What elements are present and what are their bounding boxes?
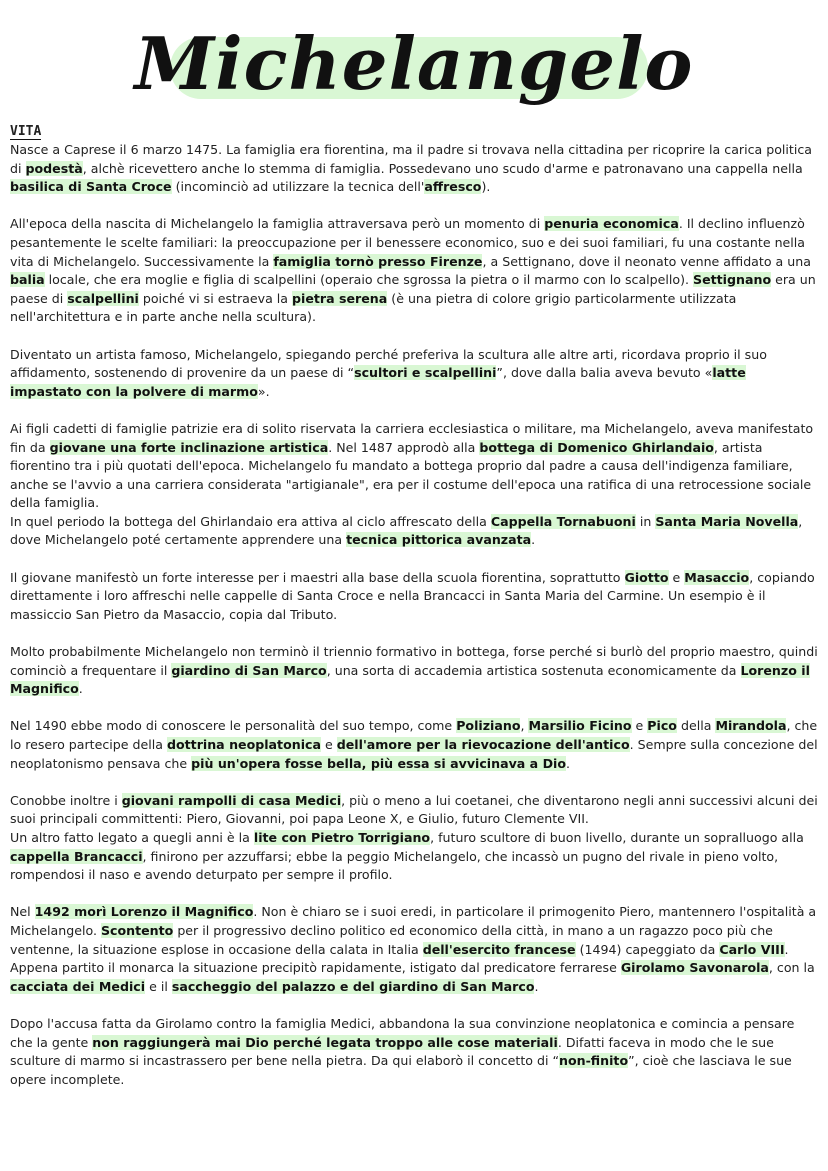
text-run: Dopo l'accusa fatta da Girolamo contro la famiglia Medici, abbandona la sua convinzione neoplatonica e comincia a pensare che la gente xyxy=(10,1015,795,1050)
highlighted-term: tecnica pittorica avanzata xyxy=(346,532,532,548)
text-run: . xyxy=(566,755,571,771)
text-run: . xyxy=(534,978,539,994)
text-run: . Sempre sulla concezione del neoplatonismo pensava che xyxy=(10,737,818,771)
text-run: . xyxy=(78,681,83,697)
text-run: (è una pietra di colore grigio particolarmente utilizzata nell'architettura e in parte anche nella scultura). xyxy=(10,290,737,325)
highlighted-term: balia xyxy=(10,272,45,288)
text-run: , alchè ricevettero anche lo stemma di famiglia. Possedevano uno scudo d'arme e patronavano una cappella nella xyxy=(82,160,803,176)
highlighted-term: dell'amore per la rievocazione dell'antico xyxy=(336,737,630,752)
paragraph-9 xyxy=(10,903,818,996)
text-run: ”, dove dalla balia aveva bevuto « xyxy=(496,365,713,381)
highlighted-term: non-finito xyxy=(559,1053,629,1069)
paragraph-1 xyxy=(10,141,818,197)
text-run: Il giovane manifestò un forte interesse per i maestri alla base della scuola fiorentina, soprattutto xyxy=(10,569,625,585)
highlighted-term: saccheggio del palazzo e del giardino di San Marco xyxy=(171,978,535,994)
paragraph-10 xyxy=(10,1015,818,1089)
highlighted-term: Girolamo Savonarola xyxy=(620,960,769,976)
highlighted-term: più un'opera fosse bella, più essa si avvicinava a Dio xyxy=(191,755,566,771)
paragraph-2 xyxy=(10,215,818,327)
document-body xyxy=(10,123,818,1108)
text-run: , più o meno a lui coetanei, che diventarono negli anni successivi alcuni dei suoi principali committenti: Piero, Giovanni, poi papa Leone X, e Giulio, futuro Clemente VII. xyxy=(10,792,818,827)
highlighted-term: Giotto xyxy=(624,569,669,585)
highlighted-term: giovani rampolli di casa Medici xyxy=(121,792,342,808)
highlighted-term: Masaccio xyxy=(684,569,750,585)
highlighted-term: Marsilio Ficino xyxy=(528,718,632,734)
text-run: , una sorta di accademia artistica sostenuta economicamente da xyxy=(326,662,741,678)
highlighted-term: scalpellini xyxy=(67,290,139,306)
highlighted-term: podestà xyxy=(25,160,83,176)
highlighted-term: Mirandola xyxy=(715,718,787,734)
text-run: , dove Michelangelo poté certamente apprendere una xyxy=(10,513,803,548)
highlighted-term: Pico xyxy=(647,718,677,734)
text-run: e xyxy=(320,737,337,752)
highlighted-term: non raggiungerà mai Dio perché legata troppo alle cose materiali xyxy=(92,1034,558,1050)
text-run: . Nel 1487 approdò alla xyxy=(328,439,480,455)
text-run: . Il declino influenzò pesantemente le scelte familiari: la preoccupazione per il benessere economico, suo e dei suoi familiari, fu una costante nella vita di Michelangelo. Successivamente la xyxy=(10,216,806,269)
text-run: All'epoca della nascita di Michelangelo la famiglia attraversava però un momento di xyxy=(10,216,545,232)
text-run: , con la xyxy=(768,960,815,976)
text-run: Nel xyxy=(10,904,35,920)
highlighted-term: Scontento xyxy=(100,922,174,938)
highlighted-term: cappella Brancacci xyxy=(10,848,143,864)
text-run: Diventato un artista famoso, Michelangelo, spiegando perché preferiva la scultura alle altre arti, ricordava proprio il suo affidamento, sostenendo di provenire da un paese di “ xyxy=(10,346,767,381)
text-run: poiché vi si estraeva la xyxy=(138,290,293,306)
paragraph-6 xyxy=(10,643,818,699)
highlighted-term: giovane una forte inclinazione artistica xyxy=(49,439,329,455)
highlighted-term: Cappella Tornabuoni xyxy=(490,513,636,529)
text-run: . Difatti faceva in modo che le sue sculture di marmo si incastrassero per bene nella pietra. Da qui elaborò il concetto di “ xyxy=(10,1034,774,1069)
text-run: Nel 1490 ebbe modo di conoscere le personalità del suo tempo, come xyxy=(10,718,457,734)
highlighted-term: cacciata dei Medici xyxy=(10,978,146,994)
highlighted-term: scultori e scalpellini xyxy=(354,365,497,381)
text-run: , xyxy=(520,718,529,734)
text-run: In quel periodo la bottega del Ghirlandaio era attiva al ciclo affrescato della xyxy=(10,513,491,529)
text-run: . Non è chiaro se i suoi eredi, in particolare il primogenito Piero, mantennero l'ospitalità a Michelangelo. xyxy=(10,904,817,938)
paragraph-3 xyxy=(10,346,818,402)
text-run: Un altro fatto legato a quegli anni è la xyxy=(10,829,254,845)
text-run: Conobbe inoltre i xyxy=(10,792,122,808)
text-run: . xyxy=(784,941,789,957)
highlighted-term: affresco xyxy=(424,179,482,195)
text-run: ). xyxy=(481,179,491,195)
highlighted-term: Santa Maria Novella xyxy=(655,513,799,529)
highlighted-term: 1492 morì Lorenzo il Magnifico xyxy=(34,904,254,920)
section-heading xyxy=(10,123,818,141)
highlighted-term: latte impastato con la polvere di marmo xyxy=(10,365,746,399)
highlighted-term: bottega di Domenico Ghirlandaio xyxy=(479,439,714,455)
highlighted-term: dottrina neoplatonica xyxy=(166,737,321,752)
text-run: Molto probabilmente Michelangelo non terminò il triennio formativo in bottega, forse perché si burlò del proprio maestro, quindi cominciò a frequentare il xyxy=(10,644,818,678)
text-run: in xyxy=(635,513,656,529)
paragraph-4 xyxy=(10,420,818,550)
text-run: e xyxy=(668,569,685,585)
text-run: della xyxy=(676,718,716,734)
text-run: per il progressivo declino politico ed economico della città, in mano a un ragazzo poco più che ventenne, la situazione esplose in occasione della calata in Italia xyxy=(10,922,773,957)
text-run: , futuro scultore di buon livello, durante un sopralluogo alla xyxy=(430,829,804,845)
text-run: locale, che era moglie e figlia di scalpellini (operaio che sgrossa la pietra o il marmo con lo scalpello). xyxy=(44,272,694,288)
text-run: , finirono per azzuffarsi; ebbe la peggio Michelangelo, che incassò un pugno del rivale in pieno volto, rompendosi il naso e avendo deturpato per sempre il profilo. xyxy=(10,848,779,883)
paragraph-5 xyxy=(10,569,818,625)
text-run: , a Settignano, dove il neonato venne affidato a una xyxy=(482,253,811,269)
text-run: era un paese di xyxy=(10,272,816,306)
text-run: (incominciò ad utilizzare la tecnica dell' xyxy=(171,179,425,195)
section-heading-text: VITA xyxy=(10,124,42,139)
text-run: ”, cioè che lasciava le sue opere incomplete. xyxy=(10,1053,792,1087)
highlighted-term: dell'esercito francese xyxy=(422,941,576,957)
highlighted-term: famiglia tornò presso Firenze xyxy=(273,253,483,269)
highlighted-term: pietra serena xyxy=(292,290,388,306)
highlighted-term: Poliziano xyxy=(456,718,521,734)
highlighted-term: giardino di San Marco xyxy=(171,662,327,678)
text-run: Ai figli cadetti di famiglie patrizie era di solito riservata la carriera ecclesiastica o militare, ma Michelangelo, aveva manifestato fin da xyxy=(10,420,814,455)
text-run: ». xyxy=(257,383,270,399)
text-run: , artista fiorentino tra i più quotati dell'epoca. Michelangelo fu mandato a bottega proprio dal padre a causa dell'indigenza familiare, anche se l'avvio a una carriera considerata "artigianale", era per il costume dell'epoca una ratifica di una retrocessione sociale della famiglia. xyxy=(10,439,812,511)
highlighted-term: lite con Pietro Torrigiano xyxy=(253,829,431,845)
text-run: , copiando direttamente i loro affreschi nelle cappelle di Santa Croce e nella Brancacci in Santa Maria del Carmine. Un esempio è il massiccio San Pietro da Masaccio, copia dal Tributo. xyxy=(10,569,815,622)
text-run: Nasce a Caprese il 6 marzo 1475. La famiglia era fiorentina, ma il padre si trovava nella cittadina per ricoprire la carica politica di xyxy=(10,142,813,176)
highlighted-term: Lorenzo il Magnifico xyxy=(10,662,810,697)
paragraph-8 xyxy=(10,792,818,885)
highlighted-term: basilica di Santa Croce xyxy=(10,179,172,195)
title-block xyxy=(0,14,828,114)
text-run: Appena partito il monarca la situazione precipitò rapidamente, istigato dal predicatore ferrarese xyxy=(10,960,621,976)
highlighted-term: Carlo VIII xyxy=(719,941,785,957)
text-run: e xyxy=(631,718,648,734)
page-title: Michelangelo xyxy=(134,21,694,106)
highlighted-term: penuria economica xyxy=(544,216,679,232)
paragraph-7 xyxy=(10,717,818,773)
text-run: , che lo resero partecipe della xyxy=(10,718,818,752)
text-run: (1494) capeggiato da xyxy=(575,941,720,957)
text-run: e il xyxy=(145,978,172,994)
highlighted-term: Settignano xyxy=(693,272,772,288)
text-run: . xyxy=(531,532,536,548)
